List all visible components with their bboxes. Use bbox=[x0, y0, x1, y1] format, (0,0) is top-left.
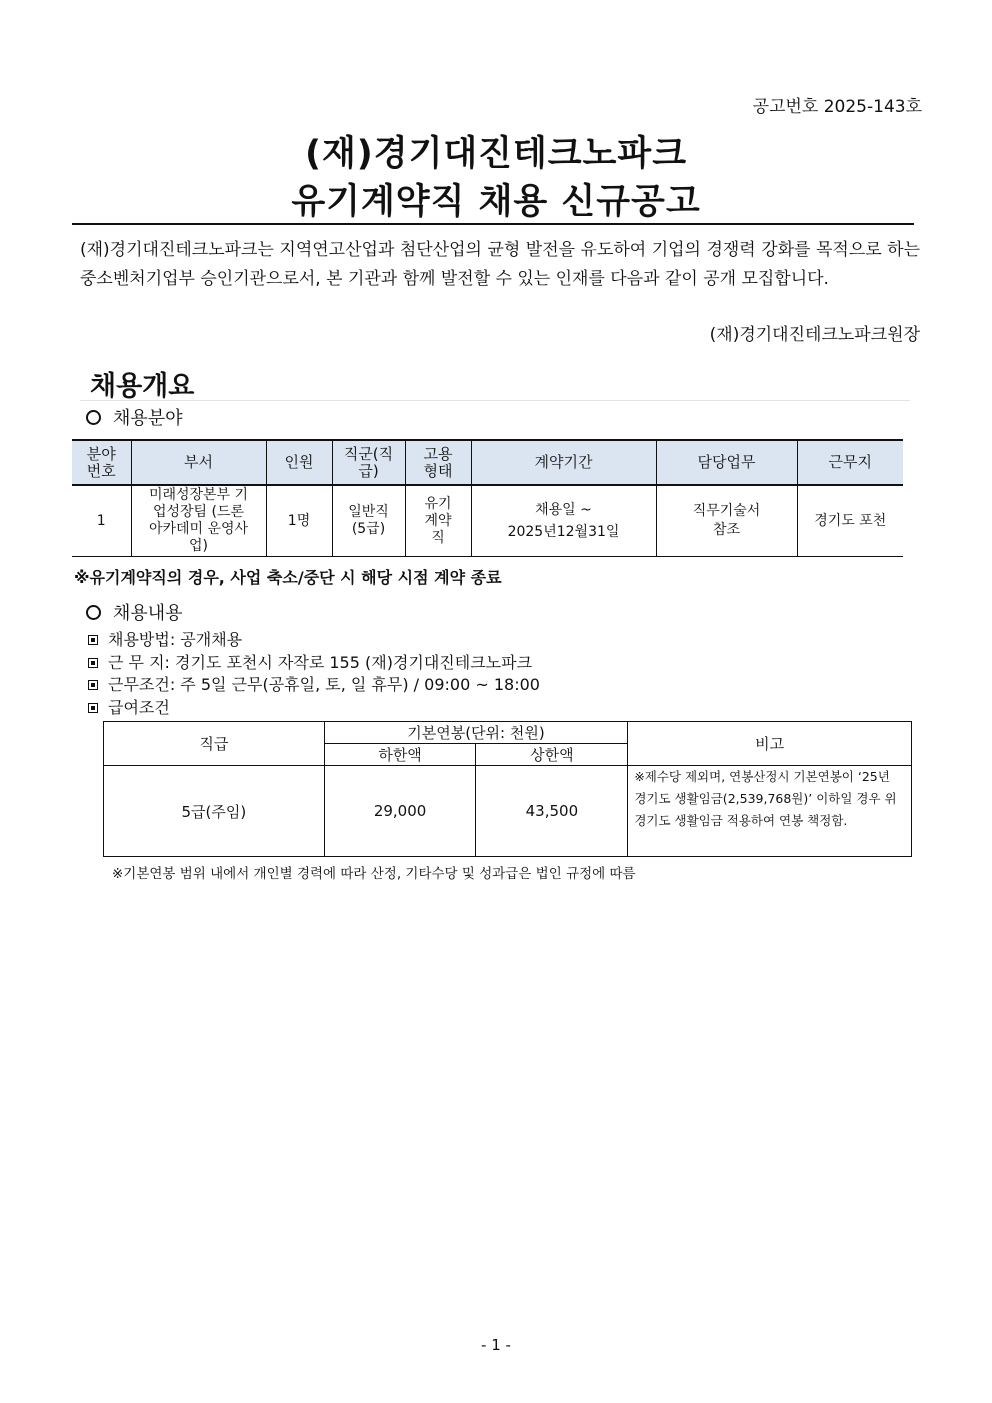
cell-min: 29,000 bbox=[324, 766, 476, 857]
cell-remark: ※제수당 제외며, 연봉산정시 기본연봉이 ‘25년 경기도 생활임금(2,539,768원)’ 이하일 경우 위 경기도 생활임금 적용하여 연봉 책정함. bbox=[628, 766, 912, 857]
title-organization: (재)경기대진테크노파크 bbox=[304, 134, 688, 174]
header-remark: 비고 bbox=[628, 722, 912, 766]
notice-number: 공고번호 2025-143호 bbox=[752, 97, 922, 117]
circle-bullet-icon bbox=[86, 605, 101, 620]
cell-dept: 미래성장본부 기업성장팀 (드론아카데미 운영사업) bbox=[131, 485, 266, 557]
title-divider bbox=[72, 223, 914, 225]
cell-location: 경기도 포천 bbox=[797, 485, 903, 557]
cell-max: 43,500 bbox=[476, 766, 628, 857]
salary-table bbox=[103, 721, 912, 857]
cell-headcount: 1명 bbox=[266, 485, 332, 557]
square-bullet-icon bbox=[88, 703, 98, 713]
section-divider bbox=[80, 400, 910, 401]
header-contract-period: 계약기간 bbox=[471, 440, 656, 485]
header-max: 상한액 bbox=[476, 744, 628, 766]
subsection-content bbox=[86, 599, 183, 625]
header-base-salary: 기본연봉(단위: 천원) bbox=[324, 722, 628, 744]
header-field-no: 분야번호 bbox=[72, 440, 131, 485]
subsection-field bbox=[86, 404, 183, 430]
cell-contract-period: 채용일 ~ 2025년12월31일 bbox=[471, 485, 656, 557]
section-title: 채용개요 bbox=[90, 371, 195, 402]
header-employment-type: 고용형태 bbox=[405, 440, 471, 485]
signer: (재)경기대진테크노파크원장 bbox=[709, 325, 920, 345]
title-announcement: 유기계약직 채용 신규공고 bbox=[291, 182, 701, 222]
list-item: 급여조건 bbox=[88, 697, 540, 720]
cell-employment-type: 유기 계약직 bbox=[405, 485, 471, 557]
header-location: 근무지 bbox=[797, 440, 903, 485]
list-item: 근무조건: 주 5일 근무(공휴일, 토, 일 휴무) / 09:00 ~ 18:00 bbox=[88, 674, 540, 697]
salary-note: ※기본연봉 범위 내에서 개인별 경력에 따라 산정, 기타수당 및 성과급은 법인 규정에 따름 bbox=[112, 866, 636, 882]
subsection-content-label: 채용내용 bbox=[113, 603, 183, 624]
header-rank: 직군(직급) bbox=[332, 440, 405, 485]
cell-grade: 5급(주임) bbox=[104, 766, 325, 857]
header-headcount: 인원 bbox=[266, 440, 332, 485]
intro-paragraph: (재)경기대진테크노파크는 지역연고산업과 첨단산업의 균형 발전을 유도하여 기업의 경쟁력 강화를 목적으로 하는 중소벤처기업부 승인기관으로서, 본 기관과 함께 발전할 수 있는 인재를 다음과 같이 공개 모집합니다. bbox=[80, 240, 920, 289]
page-number: - 1 - bbox=[481, 1336, 511, 1354]
list-item: 채용방법: 공개채용 bbox=[88, 629, 540, 652]
cell-field-no: 1 bbox=[72, 485, 131, 557]
subsection-field-label: 채용분야 bbox=[113, 408, 183, 429]
field-table-header bbox=[72, 440, 903, 485]
header-grade: 직급 bbox=[104, 722, 325, 766]
content-list bbox=[88, 629, 540, 719]
square-bullet-icon bbox=[88, 658, 98, 668]
cell-duty: 직무기술서 참조 bbox=[656, 485, 797, 557]
circle-bullet-icon bbox=[86, 410, 101, 425]
header-duty: 담당업무 bbox=[656, 440, 797, 485]
cell-rank: 일반직 (5급) bbox=[332, 485, 405, 557]
contract-note: ※유기계약직의 경우, 사업 축소/중단 시 해당 시점 계약 종료 bbox=[74, 568, 502, 587]
square-bullet-icon bbox=[88, 635, 98, 645]
square-bullet-icon bbox=[88, 680, 98, 690]
field-table bbox=[72, 439, 903, 557]
list-item: 근 무 지: 경기도 포천시 자작로 155 (재)경기대진테크노파크 bbox=[88, 652, 540, 675]
header-dept: 부서 bbox=[131, 440, 266, 485]
header-min: 하한액 bbox=[324, 744, 476, 766]
table-row bbox=[104, 766, 912, 857]
table-row bbox=[72, 485, 903, 557]
